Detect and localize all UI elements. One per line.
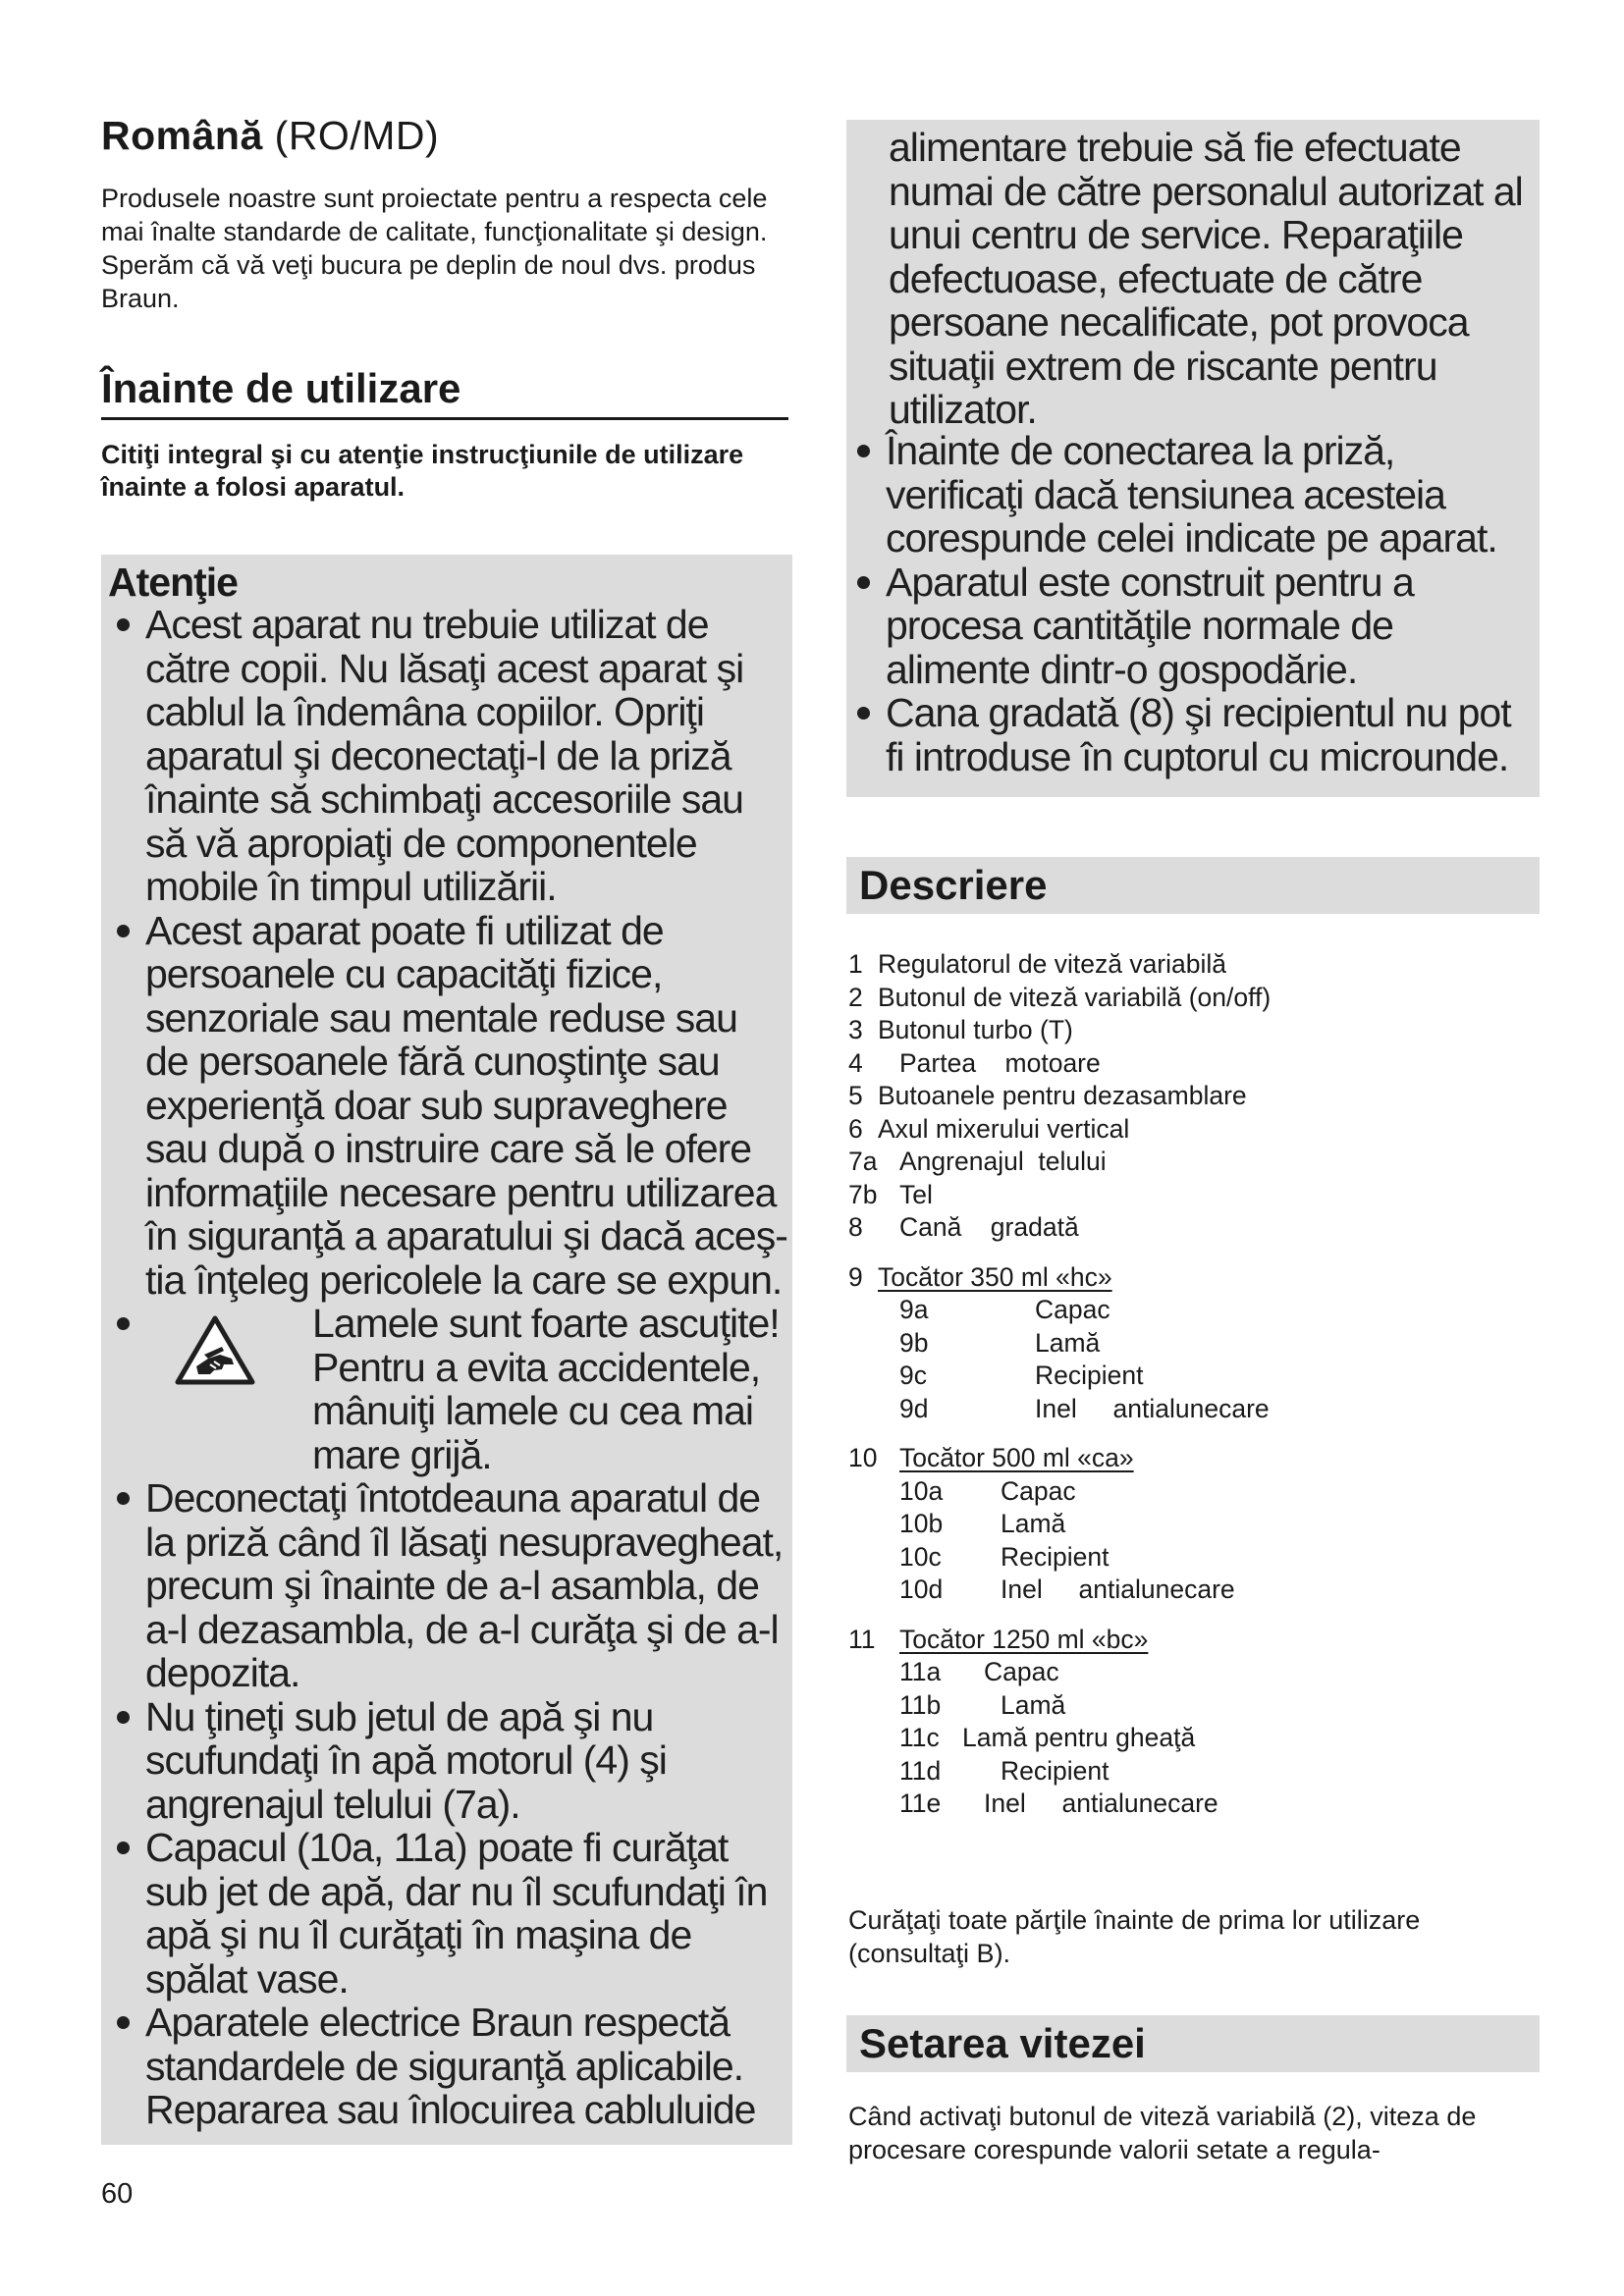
blade-warning-text: Lamele sunt foarte ascuţite! Pentru a evita accidentele, mânuiţi lamele cu cea mai mare grijă. — [312, 1301, 780, 1477]
list-item — [111, 1826, 788, 2001]
list-item — [111, 909, 788, 1303]
item-label: Capac — [1035, 1295, 1110, 1324]
item-label: Butoanele pentru dezasamblare — [878, 1081, 1247, 1110]
bullet-icon — [117, 618, 130, 631]
warning-text: Aparatul este construit pentru a procesa cantităţile normale de alimente dintr-o gospodărie. — [886, 559, 1414, 692]
clean-note: Curăţaţi toate părţile înainte de prima lor utilizare (consultaţi B). — [848, 1905, 1421, 1968]
intro-paragraph: Produsele noastre sunt proiectate pentru a respecta cele mai înalte standarde de calitate, funcţionalitate şi design. Sperăm că vă veţi bucura pe deplin de noul dvs. produs Braun. — [101, 184, 768, 313]
warning-text: Aparatele electrice Braun respectă standardele de siguranţă aplicabile. Repararea sau înlocuirea cabluluide — [145, 2000, 756, 2132]
item-label: Regulatorul de viteză variabilă — [878, 949, 1227, 979]
item-number: 11 — [848, 1624, 876, 1654]
warning-list — [111, 603, 788, 2132]
list-item — [111, 1695, 788, 1827]
bullet-icon — [117, 925, 130, 937]
list-item — [851, 691, 1539, 778]
before-use-note: Citiţi integral şi cu atenţie instrucţiunile de utilizare înainte a folosi aparatul. — [101, 440, 744, 502]
warning-text: Deconectaţi întotdeauna aparatul de la priză când îl lăsaţi nesupravegheat, precum şi înainte de a-l asambla, de a-l dezasambla, de a-l curăţa şi de a-l depozita. — [145, 1475, 784, 1695]
list-item — [111, 1476, 788, 1695]
item-label: Recipient — [1001, 1755, 1110, 1786]
language-name: Română — [101, 113, 263, 158]
description-heading: Descriere — [859, 862, 1048, 908]
item-label: Inel antialunecare — [1001, 1575, 1235, 1604]
item-number: 7b — [848, 1179, 878, 1209]
item-number: 10d — [899, 1575, 944, 1604]
item-label: Tel — [899, 1179, 933, 1209]
warning-text: Acest aparat nu trebuie utilizat de către copii. Nu lăsaţi acest aparat şi cablul la îndemâna copiilor. Opriţi aparatul şi deconectaţi-l de la priză înainte să schimbaţi accesoriile sau să vă apropiaţi de componentele mobile în timpul utilizării. — [145, 602, 744, 909]
item-number: 10b — [899, 1509, 944, 1538]
warning-text: Cana gradată (8) şi recipientul nu pot fi introduse în cuptorul cu microunde. — [886, 690, 1511, 779]
item-number: 10a — [899, 1475, 944, 1506]
item-number: 10 — [848, 1443, 878, 1472]
list-item — [851, 429, 1539, 561]
item-number: 11b — [899, 1689, 942, 1720]
warning-text: Acest aparat poate fi utilizat de persoanele cu capacităţi fizice, senzoriale sau mentale reduse sau de persoanele fără cunoştinţe sau experienţă doar sub supraveghere sau după o instruire care să le ofere informaţiile necesare pentru utilizarea în siguranţă a aparatului şi dacă aceş-tia înţeleg pericolele la care se expun. — [145, 907, 787, 1303]
language-title — [101, 111, 439, 160]
item-number: 5 — [848, 1081, 863, 1110]
language-code: (RO/MD) — [274, 113, 440, 158]
item-number: 6 — [848, 1113, 863, 1144]
item-label: Angrenajul telului — [899, 1147, 1107, 1176]
warning-continued-text: alimentare trebuie să fie efectuate numai de către personalul autorizat al unui centru de service. Reparaţiile defectuoase, efectuate de către persoane necalificate, pot provoca situaţii extrem de riscante pentru utilizator. — [889, 125, 1523, 432]
list-item — [111, 1302, 788, 1476]
list-item — [851, 561, 1539, 692]
warning-text: Nu ţineţi sub jetul de apă şi nu scufundaţi în apă motorul (4) şi angrenajul telului (7a). — [145, 1693, 667, 1827]
item-number: 2 — [848, 982, 863, 1012]
bullet-icon — [117, 2016, 130, 2029]
list-item — [111, 603, 788, 909]
item-label: Capac — [984, 1657, 1059, 1686]
warning-list-continued — [851, 429, 1539, 778]
item-label: Lamă — [1001, 1689, 1066, 1720]
warning-text: Capacul (10a, 11a) poate fi curăţat sub jet de apă, dar nu îl scufundaţi în apă şi nu îl curăţaţi în maşina de spălat vase. — [145, 1825, 768, 2002]
item-label: Lamă — [1035, 1327, 1101, 1358]
warning-text: Înainte de conectarea la priză, verificaţi dacă tensiunea acesteia corespunde celei indicate pe aparat. — [886, 428, 1497, 561]
bullet-icon — [117, 1317, 130, 1330]
item-number: 11e — [899, 1789, 942, 1818]
item-number: 4 — [848, 1047, 863, 1078]
item-number: 9b — [899, 1327, 929, 1358]
item-label: Inel antialunecare — [1035, 1393, 1270, 1423]
item-label: Axul mixerului vertical — [878, 1113, 1130, 1144]
bullet-icon — [117, 1492, 130, 1505]
item-label: Recipient — [1035, 1361, 1144, 1390]
chopper-title: Tocător 500 ml «ca» — [899, 1443, 1134, 1472]
bullet-icon — [857, 707, 870, 720]
item-label: Recipient — [1001, 1541, 1110, 1572]
item-label: Cană gradată — [899, 1212, 1079, 1242]
bullet-icon — [857, 576, 870, 589]
item-number: 9 — [848, 1261, 863, 1292]
speed-heading: Setarea vitezei — [859, 2020, 1146, 2066]
item-number: 10c — [899, 1541, 942, 1572]
item-number: 11a — [899, 1657, 942, 1686]
item-number: 11d — [899, 1755, 942, 1786]
bullet-icon — [117, 1711, 130, 1724]
item-label: Butonul de viteză variabilă (on/off) — [878, 982, 1272, 1012]
speed-paragraph: Când activaţi butonul de viteză variabilă (2), viteza de procesare corespunde valorii setate a regula- — [848, 2102, 1477, 2164]
item-number: 11c — [899, 1723, 940, 1752]
warning-title: Atenţie — [108, 560, 238, 605]
item-number: 3 — [848, 1015, 863, 1044]
item-label: Partea motoare — [899, 1047, 1101, 1078]
item-number: 8 — [848, 1212, 863, 1242]
page-number: 60 — [101, 2178, 134, 2210]
blade-warning-row — [145, 1302, 788, 1476]
chopper-title: Tocător 350 ml «hc» — [878, 1261, 1112, 1292]
list-item — [111, 2001, 788, 2132]
item-label: Lamă — [1001, 1509, 1066, 1538]
bullet-icon — [857, 445, 870, 457]
item-number: 7a — [848, 1147, 878, 1176]
before-use-heading: Înainte de utilizare — [101, 365, 461, 411]
item-label: Capac — [1001, 1475, 1076, 1506]
heading-divider — [101, 417, 788, 420]
blade-hazard-icon — [175, 1315, 255, 1386]
item-label: Lamă pentru gheaţă — [962, 1723, 1196, 1752]
item-label: Inel antialunecare — [984, 1789, 1218, 1818]
item-label: Butonul turbo (T) — [878, 1015, 1073, 1044]
bullet-icon — [117, 1842, 130, 1854]
item-number: 1 — [848, 949, 863, 979]
chopper-title: Tocător 1250 ml «bc» — [899, 1624, 1149, 1654]
item-number: 9c — [899, 1361, 927, 1390]
item-number: 9d — [899, 1393, 929, 1423]
item-number: 9a — [899, 1295, 929, 1324]
